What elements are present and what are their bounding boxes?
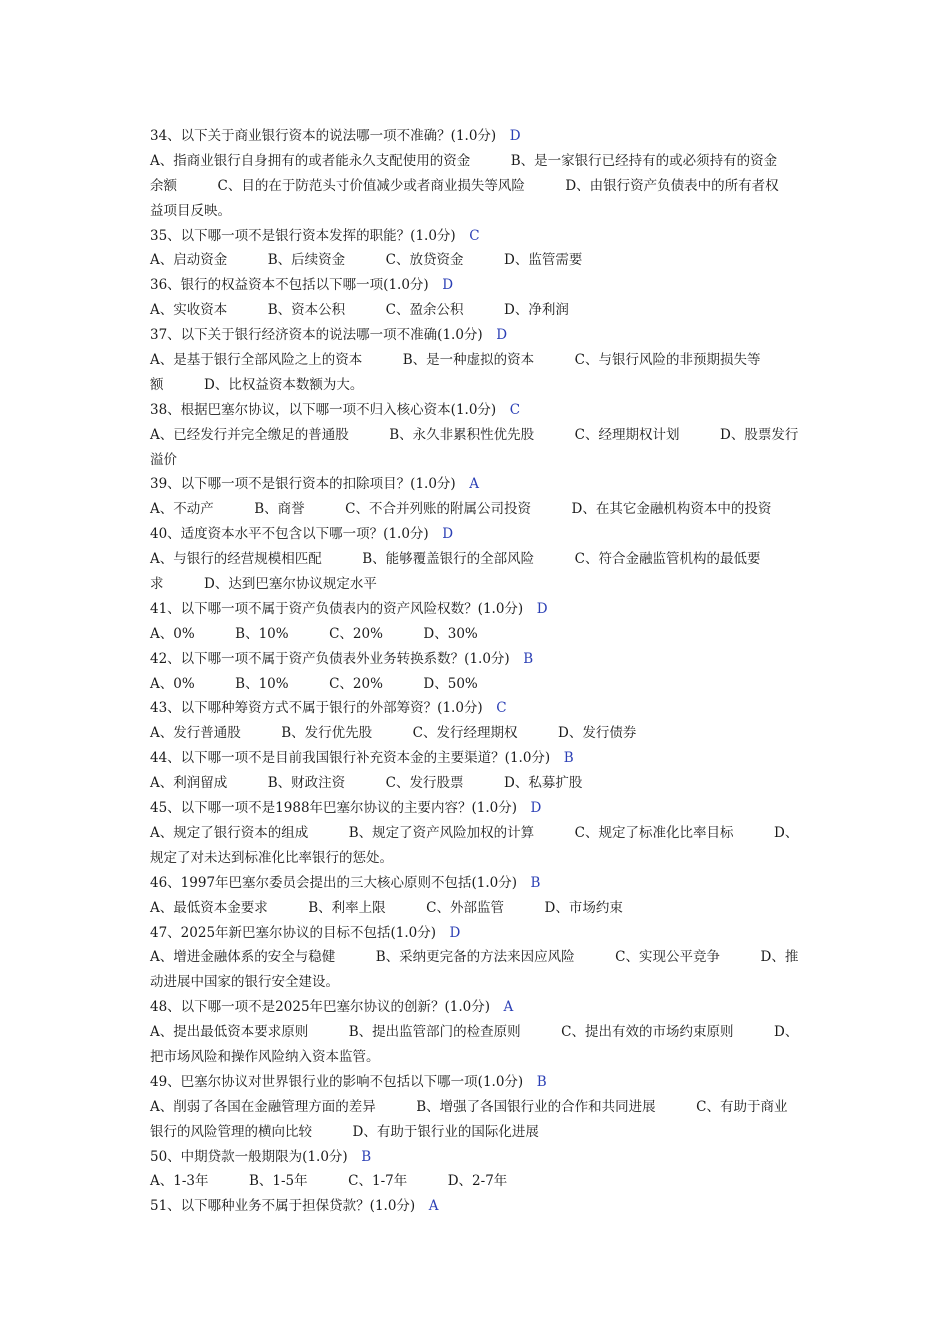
answer-key: B <box>530 874 541 891</box>
line-text: A、最低资本金要求 B、利率上限 C、外部监管 D、市场约束 <box>150 899 623 916</box>
answer-key: A <box>469 476 479 493</box>
option-line <box>150 821 810 846</box>
option-line <box>150 572 810 597</box>
answer-key: D <box>449 924 461 941</box>
option-line <box>150 1095 810 1120</box>
option-line <box>150 497 810 522</box>
option-line <box>150 622 810 647</box>
answer-key: D <box>509 128 521 144</box>
line-text: 47、2025年新巴塞尔协议的目标不包括(1.0分) <box>150 924 437 941</box>
line-text: 44、以下哪一项不是目前我国银行补充资本金的主要渠道？(1.0分) <box>150 750 551 767</box>
line-text: 38、根据巴塞尔协议，以下哪一项不归入核心资本(1.0分) <box>150 401 497 418</box>
answer-key: B <box>361 1148 372 1165</box>
line-text: 45、以下哪一项不是1988年巴塞尔协议的主要内容？(1.0分) <box>150 800 518 817</box>
line-text: 34、以下关于商业银行资本的说法哪一项不准确？(1.0分) <box>150 128 497 144</box>
line-text: 46、1997年巴塞尔委员会提出的三大核心原则不包括(1.0分) <box>150 874 518 891</box>
answer-key: D <box>530 800 542 817</box>
line-text: 求 D、达到巴塞尔协议规定水平 <box>150 576 377 593</box>
line-text: 规定了对未达到标准化比率银行的惩处。 <box>150 849 393 866</box>
line-text: A、0% B、10% C、20% D、30% <box>150 625 478 642</box>
line-text: 40、适度资本水平不包含以下哪一项？(1.0分) <box>150 526 429 543</box>
option-line <box>150 1045 810 1070</box>
question-line <box>150 871 810 896</box>
answer-key: D <box>442 277 454 294</box>
line-text: A、发行普通股 B、发行优先股 C、发行经理期权 D、发行债券 <box>150 725 637 742</box>
line-text: 37、以下关于银行经济资本的说法哪一项不准确(1.0分) <box>150 327 483 344</box>
answer-key: D <box>496 327 508 344</box>
line-text: A、是基于银行全部风险之上的资本 B、是一种虚拟的资本 C、与银行风险的非预期损失等 <box>150 352 761 369</box>
question-line <box>150 224 810 249</box>
question-line <box>150 1070 810 1095</box>
option-line <box>150 1120 810 1145</box>
option-line <box>150 970 810 995</box>
answer-key: D <box>536 600 548 617</box>
answer-key: B <box>523 650 534 667</box>
option-line <box>150 945 810 970</box>
question-line <box>150 398 810 423</box>
line-text: A、规定了银行资本的组成 B、规定了资产风险加权的计算 C、规定了标准化比率目标 D、 <box>150 824 799 841</box>
question-line <box>150 522 810 547</box>
option-line <box>150 373 810 398</box>
line-text: 36、银行的权益资本不包括以下哪一项(1.0分) <box>150 277 429 294</box>
question-line <box>150 647 810 672</box>
line-text: 把市场风险和操作风险纳入资本监管。 <box>150 1048 380 1065</box>
question-line <box>150 746 810 771</box>
line-text: 43、以下哪种筹资方式不属于银行的外部筹资？(1.0分) <box>150 700 483 717</box>
line-text: A、提出最低资本要求原则 B、提出监管部门的检查原则 C、提出有效的市场约束原则 D、 <box>150 1024 799 1041</box>
answer-key: A <box>428 1198 439 1215</box>
line-text: 溢价 <box>150 451 177 468</box>
line-text: 49、巴塞尔协议对世界银行业的影响不包括以下哪一项(1.0分) <box>150 1073 524 1090</box>
line-text: 银行的风险管理的横向比较 D、有助于银行业的国际化进展 <box>150 1123 539 1140</box>
line-text: 动进展中国家的银行安全建设。 <box>150 974 339 991</box>
option-line <box>150 348 810 373</box>
line-text: A、增进金融体系的安全与稳健 B、采纳更完备的方法来因应风险 C、实现公平竞争 D、推 <box>150 949 799 966</box>
line-text: 50、中期贷款一般期限为(1.0分) <box>150 1148 348 1165</box>
answer-key: C <box>496 700 507 717</box>
option-line <box>150 298 810 323</box>
question-line <box>150 995 810 1020</box>
question-line <box>150 124 810 149</box>
option-line <box>150 721 810 746</box>
option-line <box>150 547 810 572</box>
answer-key: B <box>563 750 574 767</box>
line-text: A、与银行的经营规模相匹配 B、能够覆盖银行的全部风险 C、符合金融监管机构的最低要 <box>150 551 761 568</box>
option-line <box>150 423 810 448</box>
line-text: 41、以下哪一项不属于资产负债表内的资产风险权数？(1.0分) <box>150 600 524 617</box>
line-text: 余额 C、目的在于防范头寸价值减少或者商业损失等风险 D、由银行资产负债表中的所有者权 <box>150 177 779 194</box>
question-line <box>150 796 810 821</box>
question-line <box>150 1145 810 1170</box>
option-line <box>150 174 810 199</box>
line-text: A、0% B、10% C、20% D、50% <box>150 675 478 692</box>
answer-key: D <box>442 526 454 543</box>
line-text: 51、以下哪种业务不属于担保贷款？(1.0分) <box>150 1198 416 1215</box>
line-text: 额 D、比权益资本数额为大。 <box>150 376 364 393</box>
option-line <box>150 1020 810 1045</box>
answer-key: C <box>509 401 521 418</box>
option-line <box>150 149 810 174</box>
line-text: A、实收资本 B、资本公积 C、盈余公积 D、净利润 <box>150 302 569 319</box>
option-line <box>150 896 810 921</box>
line-text: A、已经发行并完全缴足的普通股 B、永久非累积性优先股 C、经理期权计划 D、股票发行 <box>150 426 799 443</box>
line-text: 42、以下哪一项不属于资产负债表外业务转换系数？(1.0分) <box>150 650 510 667</box>
line-text: A、1-3年 B、1-5年 C、1-7年 D、2-7年 <box>150 1173 508 1190</box>
line-text: A、不动产 B、商誉 C、不合并列账的附属公司投资 D、在其它金融机构资本中的投资 <box>150 501 772 518</box>
question-line <box>150 472 810 497</box>
option-line <box>150 846 810 871</box>
line-text: A、削弱了各国在金融管理方面的差异 B、增强了各国银行业的合作和共同进展 C、有助于商业 <box>150 1098 788 1115</box>
line-text: 48、以下哪一项不是2025年巴塞尔协议的创新？(1.0分) <box>150 999 491 1016</box>
question-line <box>150 323 810 348</box>
question-line <box>150 921 810 946</box>
option-line <box>150 448 810 473</box>
question-line <box>150 696 810 721</box>
line-text: 35、以下哪一项不是银行资本发挥的职能？(1.0分) <box>150 227 456 244</box>
line-text: A、利润留成 B、财政注资 C、发行股票 D、私募扩股 <box>150 775 583 792</box>
option-line <box>150 1169 810 1194</box>
line-text: 益项目反映。 <box>150 202 231 219</box>
line-text: A、启动资金 B、后续资金 C、放贷资金 D、监管需要 <box>150 252 583 269</box>
question-list <box>150 124 810 1219</box>
option-line <box>150 248 810 273</box>
question-line <box>150 597 810 622</box>
question-line <box>150 273 810 298</box>
answer-key: A <box>503 999 514 1016</box>
answer-key: C <box>469 227 480 244</box>
option-line <box>150 199 810 224</box>
line-text: 39、以下哪一项不是银行资本的扣除项目？(1.0分) <box>150 476 456 493</box>
option-line <box>150 771 810 796</box>
question-line <box>150 1194 810 1219</box>
option-line <box>150 672 810 697</box>
answer-key: B <box>536 1073 547 1090</box>
line-text: A、指商业银行自身拥有的或者能永久支配使用的资金 B、是一家银行已经持有的或必须持有的资金 <box>150 152 778 169</box>
